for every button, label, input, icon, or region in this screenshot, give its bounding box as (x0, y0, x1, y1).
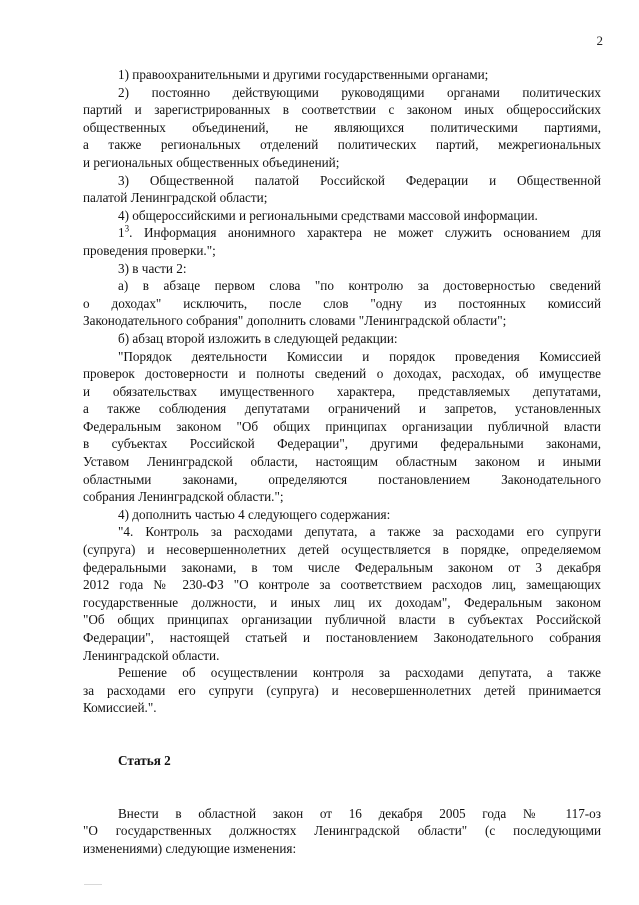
text-line: общественных объединений, не являющихся политическими партиями, (83, 119, 601, 135)
text-line: и обязательствах имущественного характера, представляемых депутатами, (83, 383, 601, 399)
text-line: а) в абзаце первом слова "по контролю за достоверностью сведений (118, 278, 601, 294)
text-line: о доходах" исключить, после слов "одну из постоянных комиссий (83, 295, 601, 311)
footnote-marker: 3 (124, 223, 130, 234)
text-line: в субъектах Российской Федерации", другими федеральными законами, (83, 436, 601, 452)
text-line: Решение об осуществлении контроля за расходами депутата, а также (118, 665, 601, 681)
text-line: 3) в части 2: (118, 260, 187, 276)
text-line: государственные должности, и иных лиц их доходам", Федеральным законом (83, 594, 601, 610)
paragraph (83, 260, 601, 278)
text-line: а также региональных отделений политических партий, межрегиональных (83, 137, 601, 153)
text-line: федеральными законами, в том числе Федеральным законом от 3 декабря (83, 559, 601, 575)
paragraph (83, 506, 601, 524)
text-line: "Об общих принципах организации публичной власти в субъектах Российской (83, 612, 601, 628)
text-line: Законодательного собрания" дополнить словами "Ленинградской области"; (83, 313, 507, 329)
text-line: Внести в областной закон от 16 декабря 2005 года № 117-оз (118, 805, 601, 821)
text-line: 2012 года № 230-ФЗ "О контроле за соответствием расходов лиц, замещающих (83, 577, 601, 593)
text-line: проведения проверки."; (83, 242, 216, 258)
page-number: 2 (596, 33, 603, 48)
paragraph (83, 172, 601, 207)
text-line: б) абзац второй изложить в следующей редакции: (118, 330, 398, 346)
text-line: "Порядок деятельности Комиссии и порядок проведения Комиссией (118, 348, 601, 364)
text-line: 4) дополнить частью 4 следующего содержания: (118, 506, 391, 522)
text-line: 1) правоохранительными и другими государственными органами; (118, 67, 489, 82)
text-line: и региональных общественных объединений; (83, 154, 340, 170)
paragraph (83, 66, 601, 84)
text-line: Федеральным законом "Об общих принципах организации публичной власти (83, 418, 601, 434)
paragraph (83, 207, 601, 225)
text-line: Комиссией.". (83, 700, 157, 716)
text-line: изменениями) следующие изменения: (83, 840, 297, 856)
paragraph (83, 224, 601, 259)
paragraph (83, 330, 601, 348)
text-line: а также соблюдения депутатами ограничений и запретов, установленных (83, 401, 601, 417)
text-line: Федерации", настоящей статьей и постановлением Законодательного собрания (83, 630, 601, 645)
text-line: областными законами, определяются постановлением Законодательного (83, 471, 601, 487)
text-line: Уставом Ленинградской области, настоящим областным законом и иными (83, 454, 601, 470)
text-line: за расходами его супруги (супруга) и несовершеннолетних детей принимается (83, 682, 601, 698)
article-heading: Статья 2 (118, 752, 171, 768)
text-line: "4. Контроль за расходами депутата, а также за расходами его супруги (118, 524, 601, 540)
text-line: партий и зарегистрированных в соответствии с законом иных общероссийских (83, 102, 601, 118)
paragraph (83, 348, 601, 506)
paragraph (83, 84, 601, 172)
text-line: собрания Ленинградской области."; (83, 489, 284, 505)
closing-paragraph (83, 805, 601, 858)
text-line: 2) постоянно действующими руководящими органами политических (118, 84, 601, 100)
text-line: 4) общероссийскими и региональными средствами массовой информации. (118, 207, 538, 223)
paragraph (83, 277, 601, 330)
text-line: палатой Ленинградской области; (83, 190, 268, 206)
paragraph (83, 664, 601, 717)
text-line: 3) Общественной палатой Российской Федерации и Общественной (118, 172, 601, 188)
paragraph (83, 523, 601, 664)
text-line: $1^3$. Информация анонимного характера не может служить основанием для (118, 223, 601, 241)
text-line: "О государственных должностях Ленинградской области" (с последующими (83, 823, 601, 839)
text-line: проверок достоверности и полноты сведений о доходах, расходах, об имуществе (83, 366, 601, 382)
document-body (83, 66, 601, 857)
text-line: Ленинградской области. (83, 647, 220, 663)
scan-mark (84, 884, 102, 885)
text-line: (супруга) и несовершеннолетних детей осуществляется в порядке, определяемом (83, 542, 601, 558)
